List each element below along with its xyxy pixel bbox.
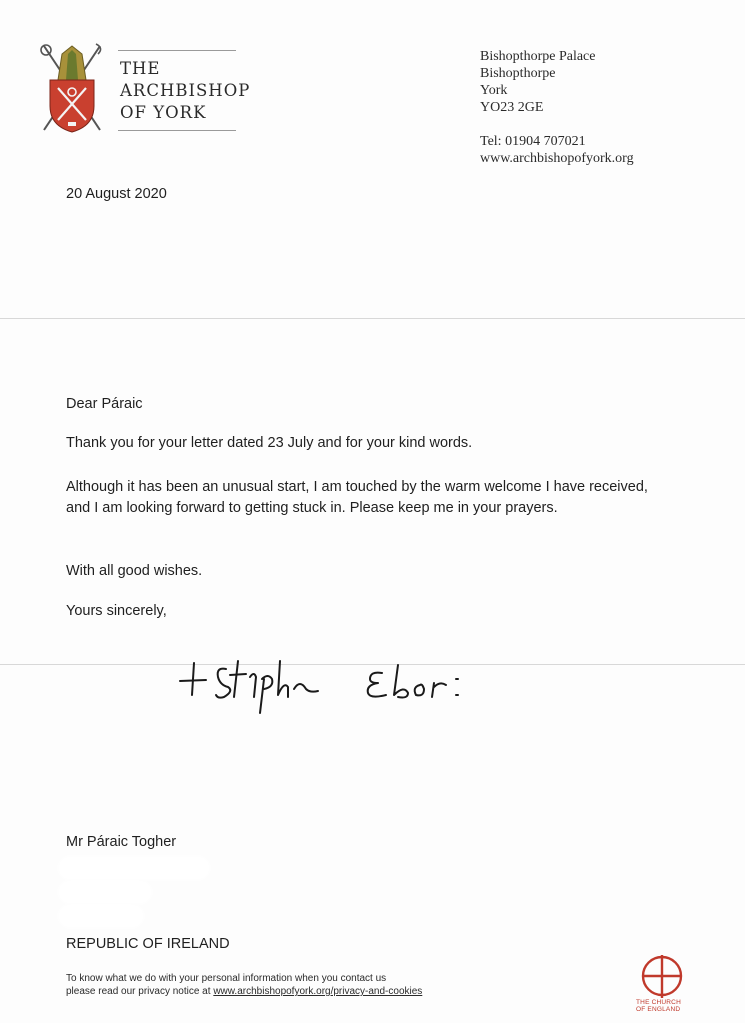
letterhead-title-line: OF YORK — [120, 103, 207, 122]
footer-line: To know what we do with your personal information when you contact us — [66, 973, 387, 984]
letterhead-title-line: THE — [120, 59, 161, 78]
address-line: Bishopthorpe Palace — [480, 49, 596, 64]
privacy-link[interactable]: www.archbishopofyork.org/privacy-and-cookies — [213, 986, 423, 997]
letter-paragraph: With all good wishes. — [66, 563, 203, 579]
letter-paragraph: Thank you for your letter dated 23 July and for your kind words. — [66, 435, 473, 451]
website: www.archbishopofyork.org — [480, 151, 634, 166]
footer-prefix: please read our privacy notice at — [66, 986, 214, 997]
wordmark-line: THE CHURCH — [636, 999, 681, 1006]
crest-rule — [118, 50, 236, 51]
redacted-address-line — [60, 882, 150, 902]
footer-line — [66, 985, 422, 998]
paper-fold-line — [0, 318, 745, 319]
address-line: York — [480, 83, 508, 98]
letter-paragraph: Although it has been an unusual start, I am touched by the warm welcome I have received, and I am looking forward to getting stuck in. Please keep me in your prayers. — [66, 479, 648, 516]
closing: Yours sincerely, — [66, 603, 167, 619]
recipient-name: Mr Páraic Togher — [66, 834, 177, 850]
address-line: Bishopthorpe — [480, 66, 556, 81]
sender-address — [480, 48, 634, 167]
recipient-country: REPUBLIC OF IRELAND — [66, 936, 230, 952]
archbishop-crest-icon — [38, 40, 106, 136]
crest-rule — [118, 130, 236, 131]
handwritten-signature — [176, 655, 506, 715]
privacy-footer — [66, 972, 422, 998]
church-of-england-wordmark — [636, 999, 681, 1013]
letter-date: 20 August 2020 — [66, 186, 167, 202]
telephone: Tel: 01904 707021 — [480, 134, 586, 149]
wordmark-line: OF ENGLAND — [636, 1006, 681, 1013]
redacted-address-line — [60, 858, 208, 878]
church-of-england-icon — [638, 952, 686, 1000]
redacted-address-line — [60, 906, 142, 926]
salutation: Dear Páraic — [66, 396, 143, 412]
letterhead-title-line: ARCHBISHOP — [120, 81, 251, 100]
address-line: YO23 2GE — [480, 100, 544, 115]
